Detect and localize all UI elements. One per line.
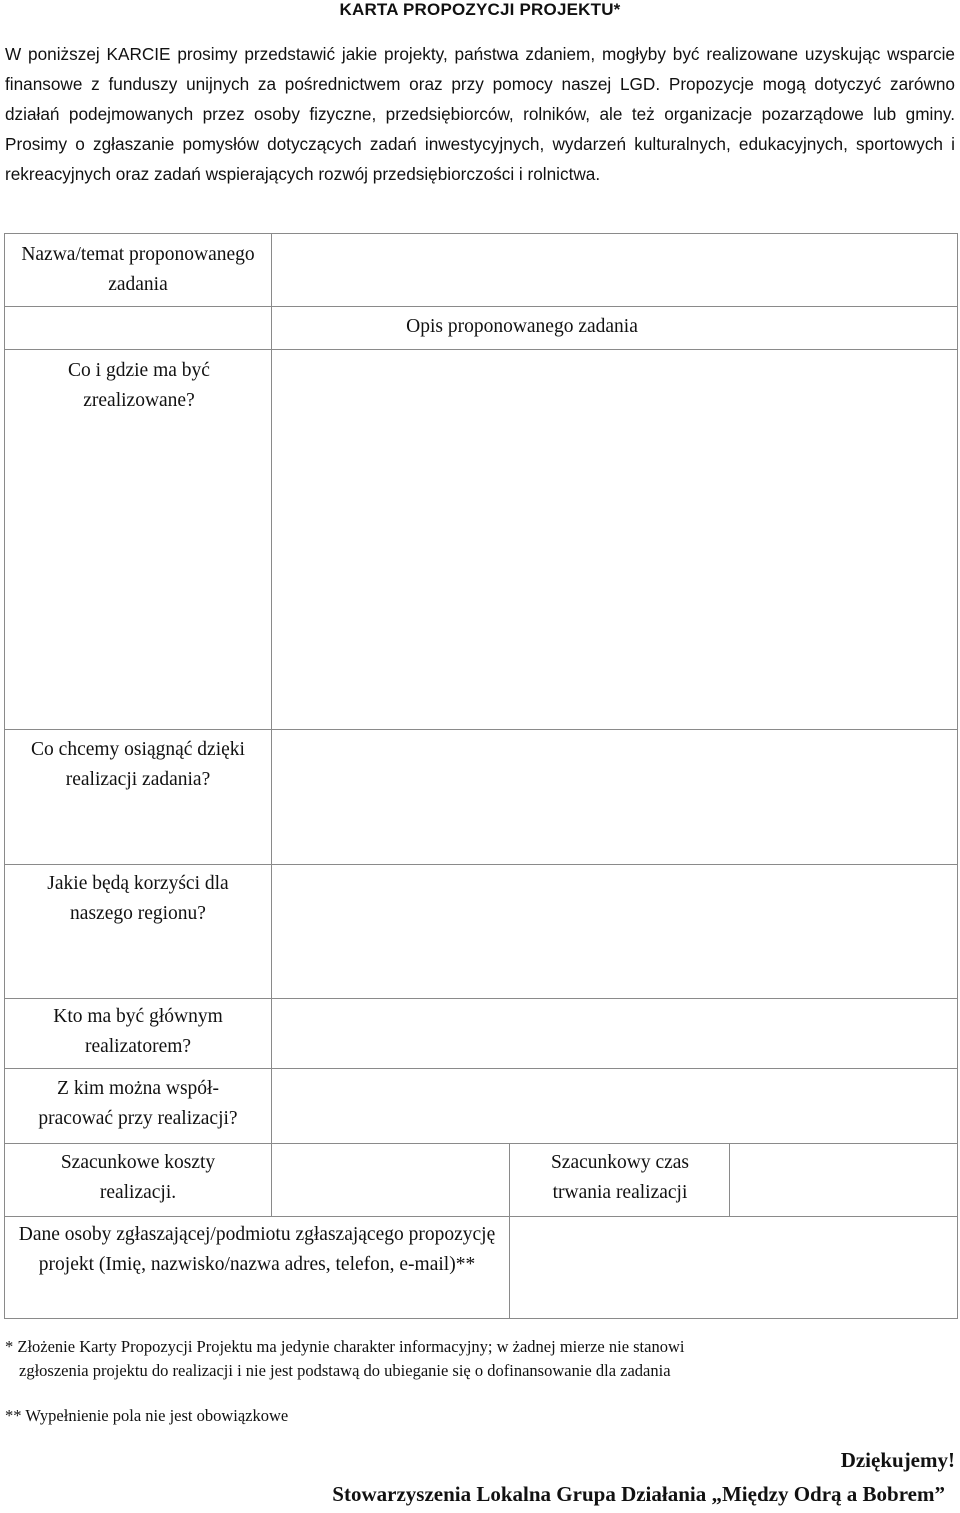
what-where-field[interactable]	[271, 349, 958, 730]
footnote-disclaimer-line-1: * Złożenie Karty Propozycji Projektu ma jedynie charakter informacyjny; w żadnej mierze nie stanowi	[5, 1337, 685, 1356]
executor-label: Kto ma być głównym realizatorem?	[53, 1006, 223, 1057]
goal-label-cell	[4, 729, 272, 865]
thanks-text: Dziękujemy!	[840, 1448, 955, 1472]
goal-label: Co chcemy osiągnąć dzięki realizacji zadania?	[31, 739, 245, 790]
duration-label-cell	[509, 1143, 730, 1217]
form-title: KARTA PROPOZYCJI PROJEKTU*	[339, 0, 621, 19]
description-header-cell	[271, 306, 958, 350]
goal-field[interactable]	[271, 729, 958, 865]
partners-label-cell	[4, 1068, 272, 1144]
applicant-label: Dane osoby zgłaszającej/podmiotu zgłaszającego propozycję projekt (Imię, nazwisko/nazwa adres, telefon, e-mail)**	[18, 1224, 496, 1275]
what-where-label-cell	[4, 349, 272, 730]
benefits-field[interactable]	[271, 864, 958, 999]
description-header-left	[4, 306, 272, 350]
name-label: Nazwa/temat proponowanego zadania	[21, 244, 255, 295]
benefits-label: Jakie będą korzyści dla naszego regionu?	[47, 873, 229, 924]
organization-name: Stowarzyszenia Lokalna Grupa Działania „Między Odrą a Bobrem”	[332, 1482, 945, 1506]
costs-label-cell	[4, 1143, 272, 1217]
duration-label: Szacunkowy czas trwania realizacji	[550, 1152, 690, 1203]
benefits-label-cell	[4, 864, 272, 999]
footnote-disclaimer-line-2: zgłoszenia projektu do realizacji i nie jest podstawą do ubieganie się o dofinansowanie dla zadania	[19, 1361, 671, 1380]
name-field[interactable]	[271, 233, 958, 307]
applicant-label-cell	[4, 1216, 510, 1319]
partners-field[interactable]	[271, 1068, 958, 1144]
what-where-label: Co i gdzie ma być zrealizowane?	[68, 360, 210, 411]
description-label: Opis proponowanego zadania	[406, 316, 638, 337]
costs-label: Szacunkowe koszty realizacji.	[60, 1152, 216, 1203]
costs-field[interactable]	[271, 1143, 510, 1217]
intro-paragraph: W poniższej KARCIE prosimy przedstawić jakie projekty, państwa zdaniem, mogłyby być realizowane uzyskując wsparcie finansowe z funduszy unijnych za pośrednictwem oraz przy pomocy naszej LGD. Propozycje mogą dotyczyć zarówno działań podejmowanych przez osoby fizyczne, przedsiębiorców, rolników, ale też organizacje pozarządowe lub gminy. Prosimy o zgłaszanie pomysłów dotyczących zadań inwestycyjnych, wydarzeń kulturalnych, edukacyjnych, sportowych i rekreacyjnych oraz zadań wspierających rozwój przedsiębiorczości i rolnictwa.	[5, 44, 955, 184]
applicant-field[interactable]	[509, 1216, 958, 1319]
name-label-cell	[4, 233, 272, 307]
executor-field[interactable]	[271, 998, 958, 1069]
partners-label: Z kim można współ-pracować przy realizacji?	[38, 1078, 238, 1129]
duration-field[interactable]	[729, 1143, 958, 1217]
executor-label-cell	[4, 998, 272, 1069]
footnote-disclaimer	[5, 1335, 955, 1383]
footnote-optional: ** Wypełnienie pola nie jest obowiązkowe	[5, 1406, 289, 1425]
